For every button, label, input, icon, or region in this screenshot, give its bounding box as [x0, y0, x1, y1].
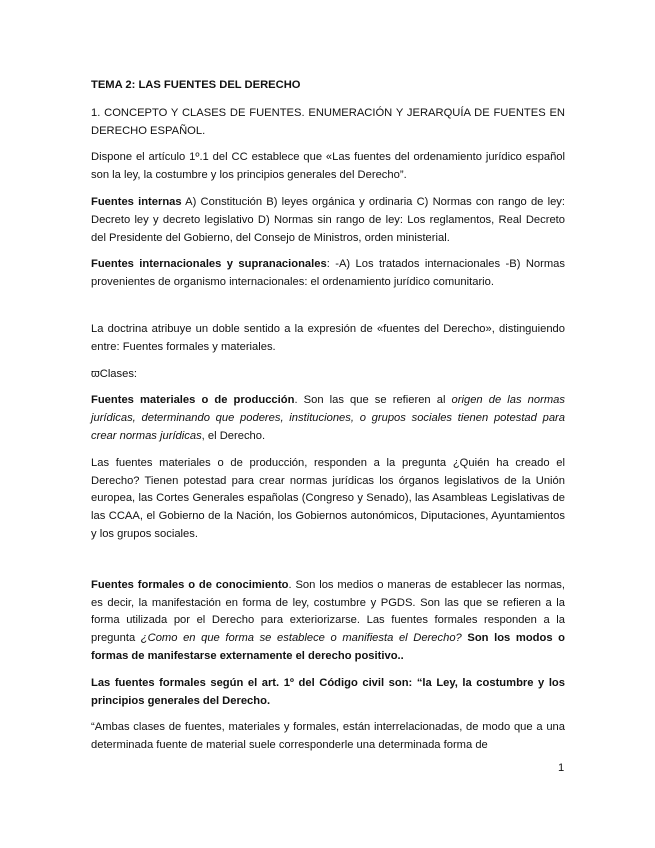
paragraph-doctrina: La doctrina atribuye un doble sentido a la expresión de «fuentes del Derecho», distinguiendo entre: Fuentes formales y materiales.: [91, 322, 565, 353]
spacer: [91, 301, 565, 321]
fuentes-formales-italic: ¿Como en que forma se establece o manifiesta el Derecho?: [140, 632, 462, 645]
fuentes-formales-text1: . Son los medios o maneras de establecer las normas, es decir, la manifestación en forma de ley, costumbre y PGDS. Son las que se refieren a la forma utilizada por el Derecho para exteriorizarse. Las fuentes formales responden a la pregunta: [91, 578, 565, 645]
document-body: [91, 77, 565, 764]
fuentes-materiales-text1: . Son las que se refieren al: [294, 394, 452, 407]
paragraph-clases: ϖClases:: [91, 367, 138, 380]
paragraph-dispone: Dispone el artículo 1º.1 del CC establece que «Las fuentes del ordenamiento jurídico español son la ley, la costumbre y los principios generales del Derecho”.: [91, 151, 565, 182]
spacer: [91, 553, 565, 577]
paragraph-fuentes-internas: [91, 194, 565, 247]
fuentes-internas-label: Fuentes internas: [91, 195, 182, 208]
paragraph-fuentes-materiales: [91, 392, 565, 445]
fuentes-formales-bold2: Son los modos o formas de manifestarse externamente el derecho positivo..: [91, 632, 565, 662]
fuentes-internacionales-label: Fuentes internacionales y supranacionales: [91, 258, 327, 271]
fuentes-formales-label: Fuentes formales o de conocimiento: [91, 578, 289, 591]
formales-articulo-text: Las fuentes formales según el art. 1º del Código civil son: “la Ley, la costumbre y los principios generales del Derecho.: [91, 676, 565, 707]
paragraph-materiales-pregunta: Las fuentes materiales o de producción, responden a la pregunta ¿Quién ha creado el Derecho? Tienen potestad para crear normas jurídicas los órganos legislativos de la Unión europea, las Cortes Generales españolas (Congreso y Senado), las Asambleas Legislativas de las CCAA, el Gobierno de la Nación, los Gobiernos autonómicos, Diputaciones, Ayuntamientos y los grupos sociales.: [91, 456, 565, 540]
page-number: 1: [558, 762, 565, 774]
section-heading: 1. CONCEPTO Y CLASES DE FUENTES. ENUMERACIÓN Y JERARQUÍA DE FUENTES EN DERECHO ESPAÑOL.: [91, 106, 565, 137]
fuentes-materiales-italic: origen de las normas jurídicas, determinando que poderes, instituciones, o grupos sociales tienen potestad para crear normas jurídicas: [91, 394, 565, 442]
paragraph-formales-articulo: [91, 675, 565, 711]
fuentes-materiales-label: Fuentes materiales o de producción: [91, 394, 295, 407]
document-title: TEMA 2: LAS FUENTES DEL DERECHO: [91, 79, 301, 91]
fuentes-materiales-text2: , el Derecho.: [201, 429, 266, 442]
paragraph-fuentes-internacionales: [91, 256, 565, 292]
fuentes-internacionales-text: : -A) Los tratados internacionales -B) Normas provenientes de organismo internacionales: el ordenamiento jurídico comunitario.: [91, 258, 565, 289]
paragraph-ambas-clases: “Ambas clases de fuentes, materiales y formales, están interrelacionadas, de modo que a una determinada fuente de material suele corresponderle una determinada forma de: [91, 721, 565, 752]
fuentes-internas-text: A) Constitución B) leyes orgánica y ordinaria C) Normas con rango de ley: Decreto ley y decreto legislativo D) Normas sin rango de ley: Los reglamentos, Real Decreto del Presidente del Gobierno, del Consejo de Ministros, orden ministerial.: [91, 195, 565, 244]
paragraph-fuentes-formales: [91, 577, 565, 666]
